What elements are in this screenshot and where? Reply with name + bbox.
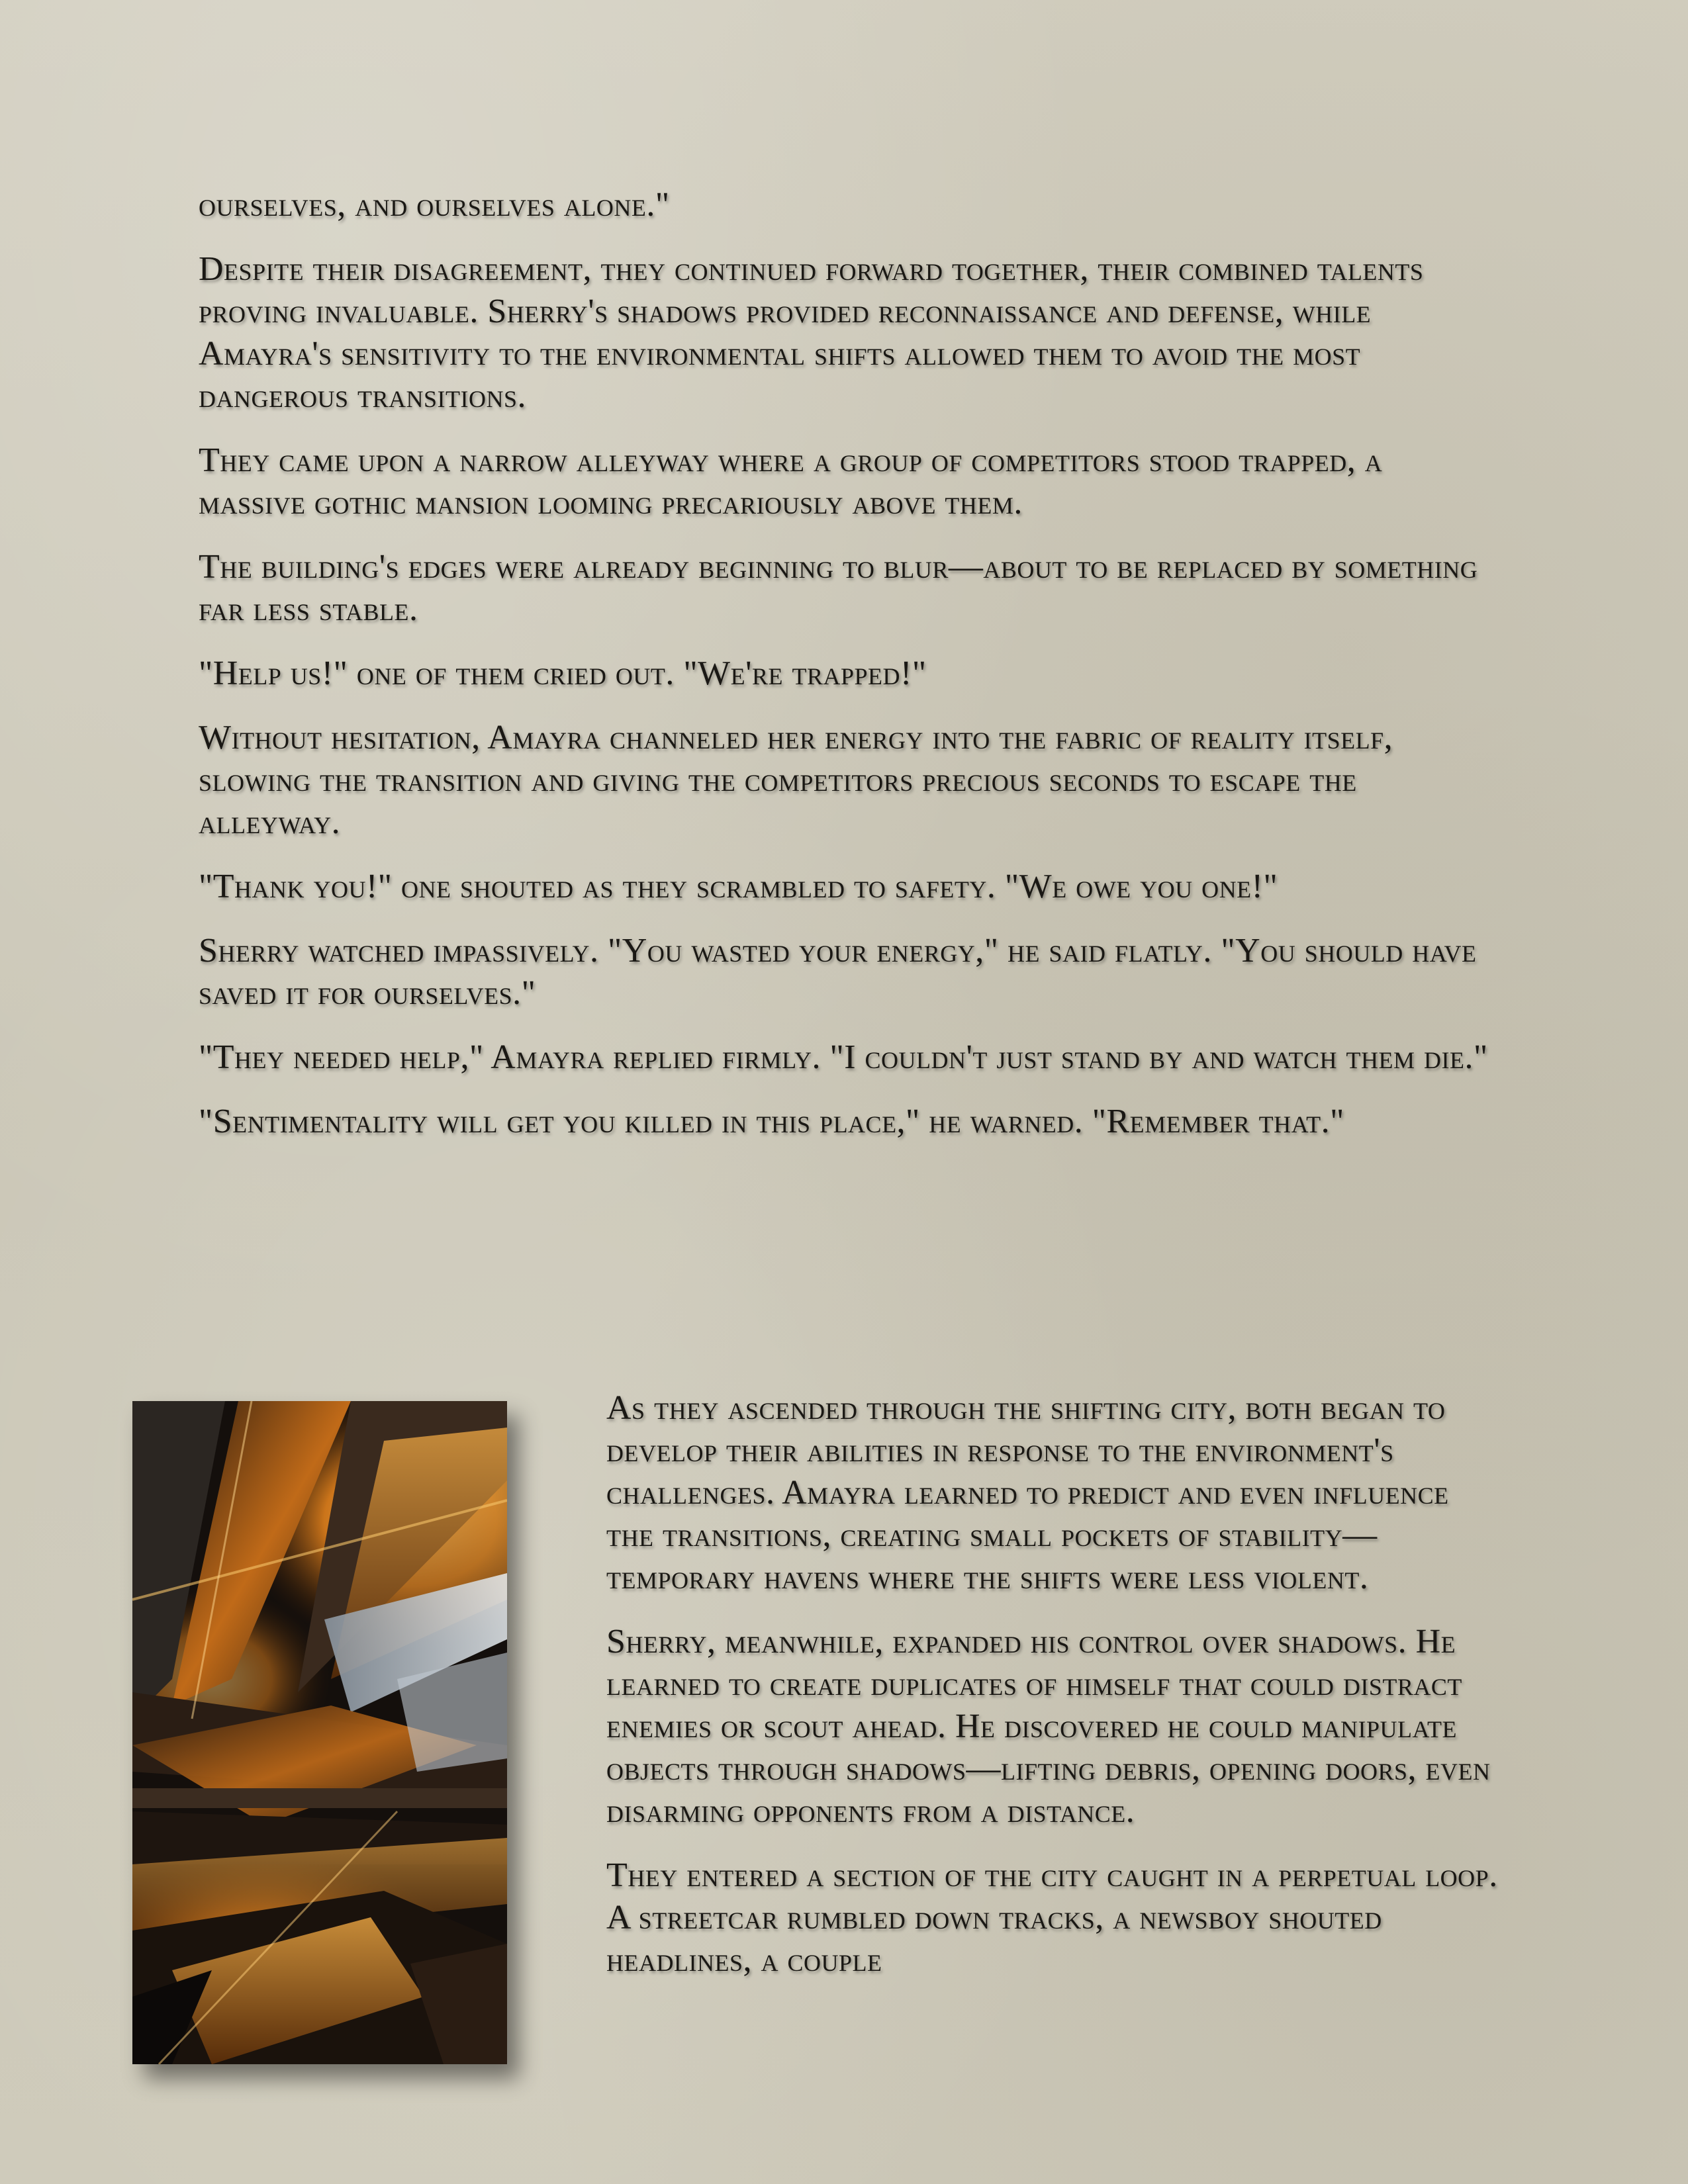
illustration-shattered-glowing-shards <box>132 1401 507 2064</box>
paragraph: ourselves, and ourselves alone." <box>199 186 670 224</box>
paragraph: Sherry, meanwhile, expanded his control over shadows. He learned to create duplicates of himself that could distract enemies or scout ahead. He discovered he could manipulate objects through shadows—lifting debris, opening doors, even disarming opponents from a distance. <box>606 1623 1491 1830</box>
paragraph: As they ascended through the shifting city, both began to develop their abilities in response to the environment's challenges. Amayra learned to predict and even influence the transitions, creating small pockets of stability— temporary havens where the shifts were less violent. <box>606 1389 1449 1596</box>
paragraph: "Sentimentality will get you killed in this place," he warned. "Remember that." <box>199 1103 1344 1140</box>
paragraph: They entered a section of the city caught in a perpetual loop. A streetcar rumbled down tracks, a newsboy shouted headlines, a couple <box>606 1856 1498 1979</box>
paragraph: Despite their disagreement, they continued forward together, their combined talents proving invaluable. Sherry's shadows provided reconnaissance and defense, while Amayra's sensitivity to the environmental shifts allowed them to avoid the most dangerous transitions. <box>199 250 1424 415</box>
paragraph: "Help us!" one of them cried out. "We're trapped!" <box>199 655 927 692</box>
paragraph: "Thank you!" one shouted as they scrambled to safety. "We owe you one!" <box>199 868 1278 905</box>
paragraph: They came upon a narrow alleyway where a group of competitors stood trapped, a massive gothic mansion looming precariously above them. <box>199 441 1383 522</box>
paragraph: Sherry watched impassively. "You wasted your energy," he said flatly. "You should have saved it for ourselves." <box>199 932 1477 1012</box>
main-text-column <box>199 184 1496 1165</box>
side-text-column <box>606 1387 1500 2003</box>
paragraph: The building's edges were already beginning to blur—about to be replaced by something far less stable. <box>199 548 1478 628</box>
paragraph: Without hesitation, Amayra channeled her energy into the fabric of reality itself, slowing the transition and giving the competitors precious seconds to escape the alleyway. <box>199 719 1393 841</box>
paragraph: "They needed help," Amayra replied firmly. "I couldn't just stand by and watch them die." <box>199 1038 1488 1076</box>
